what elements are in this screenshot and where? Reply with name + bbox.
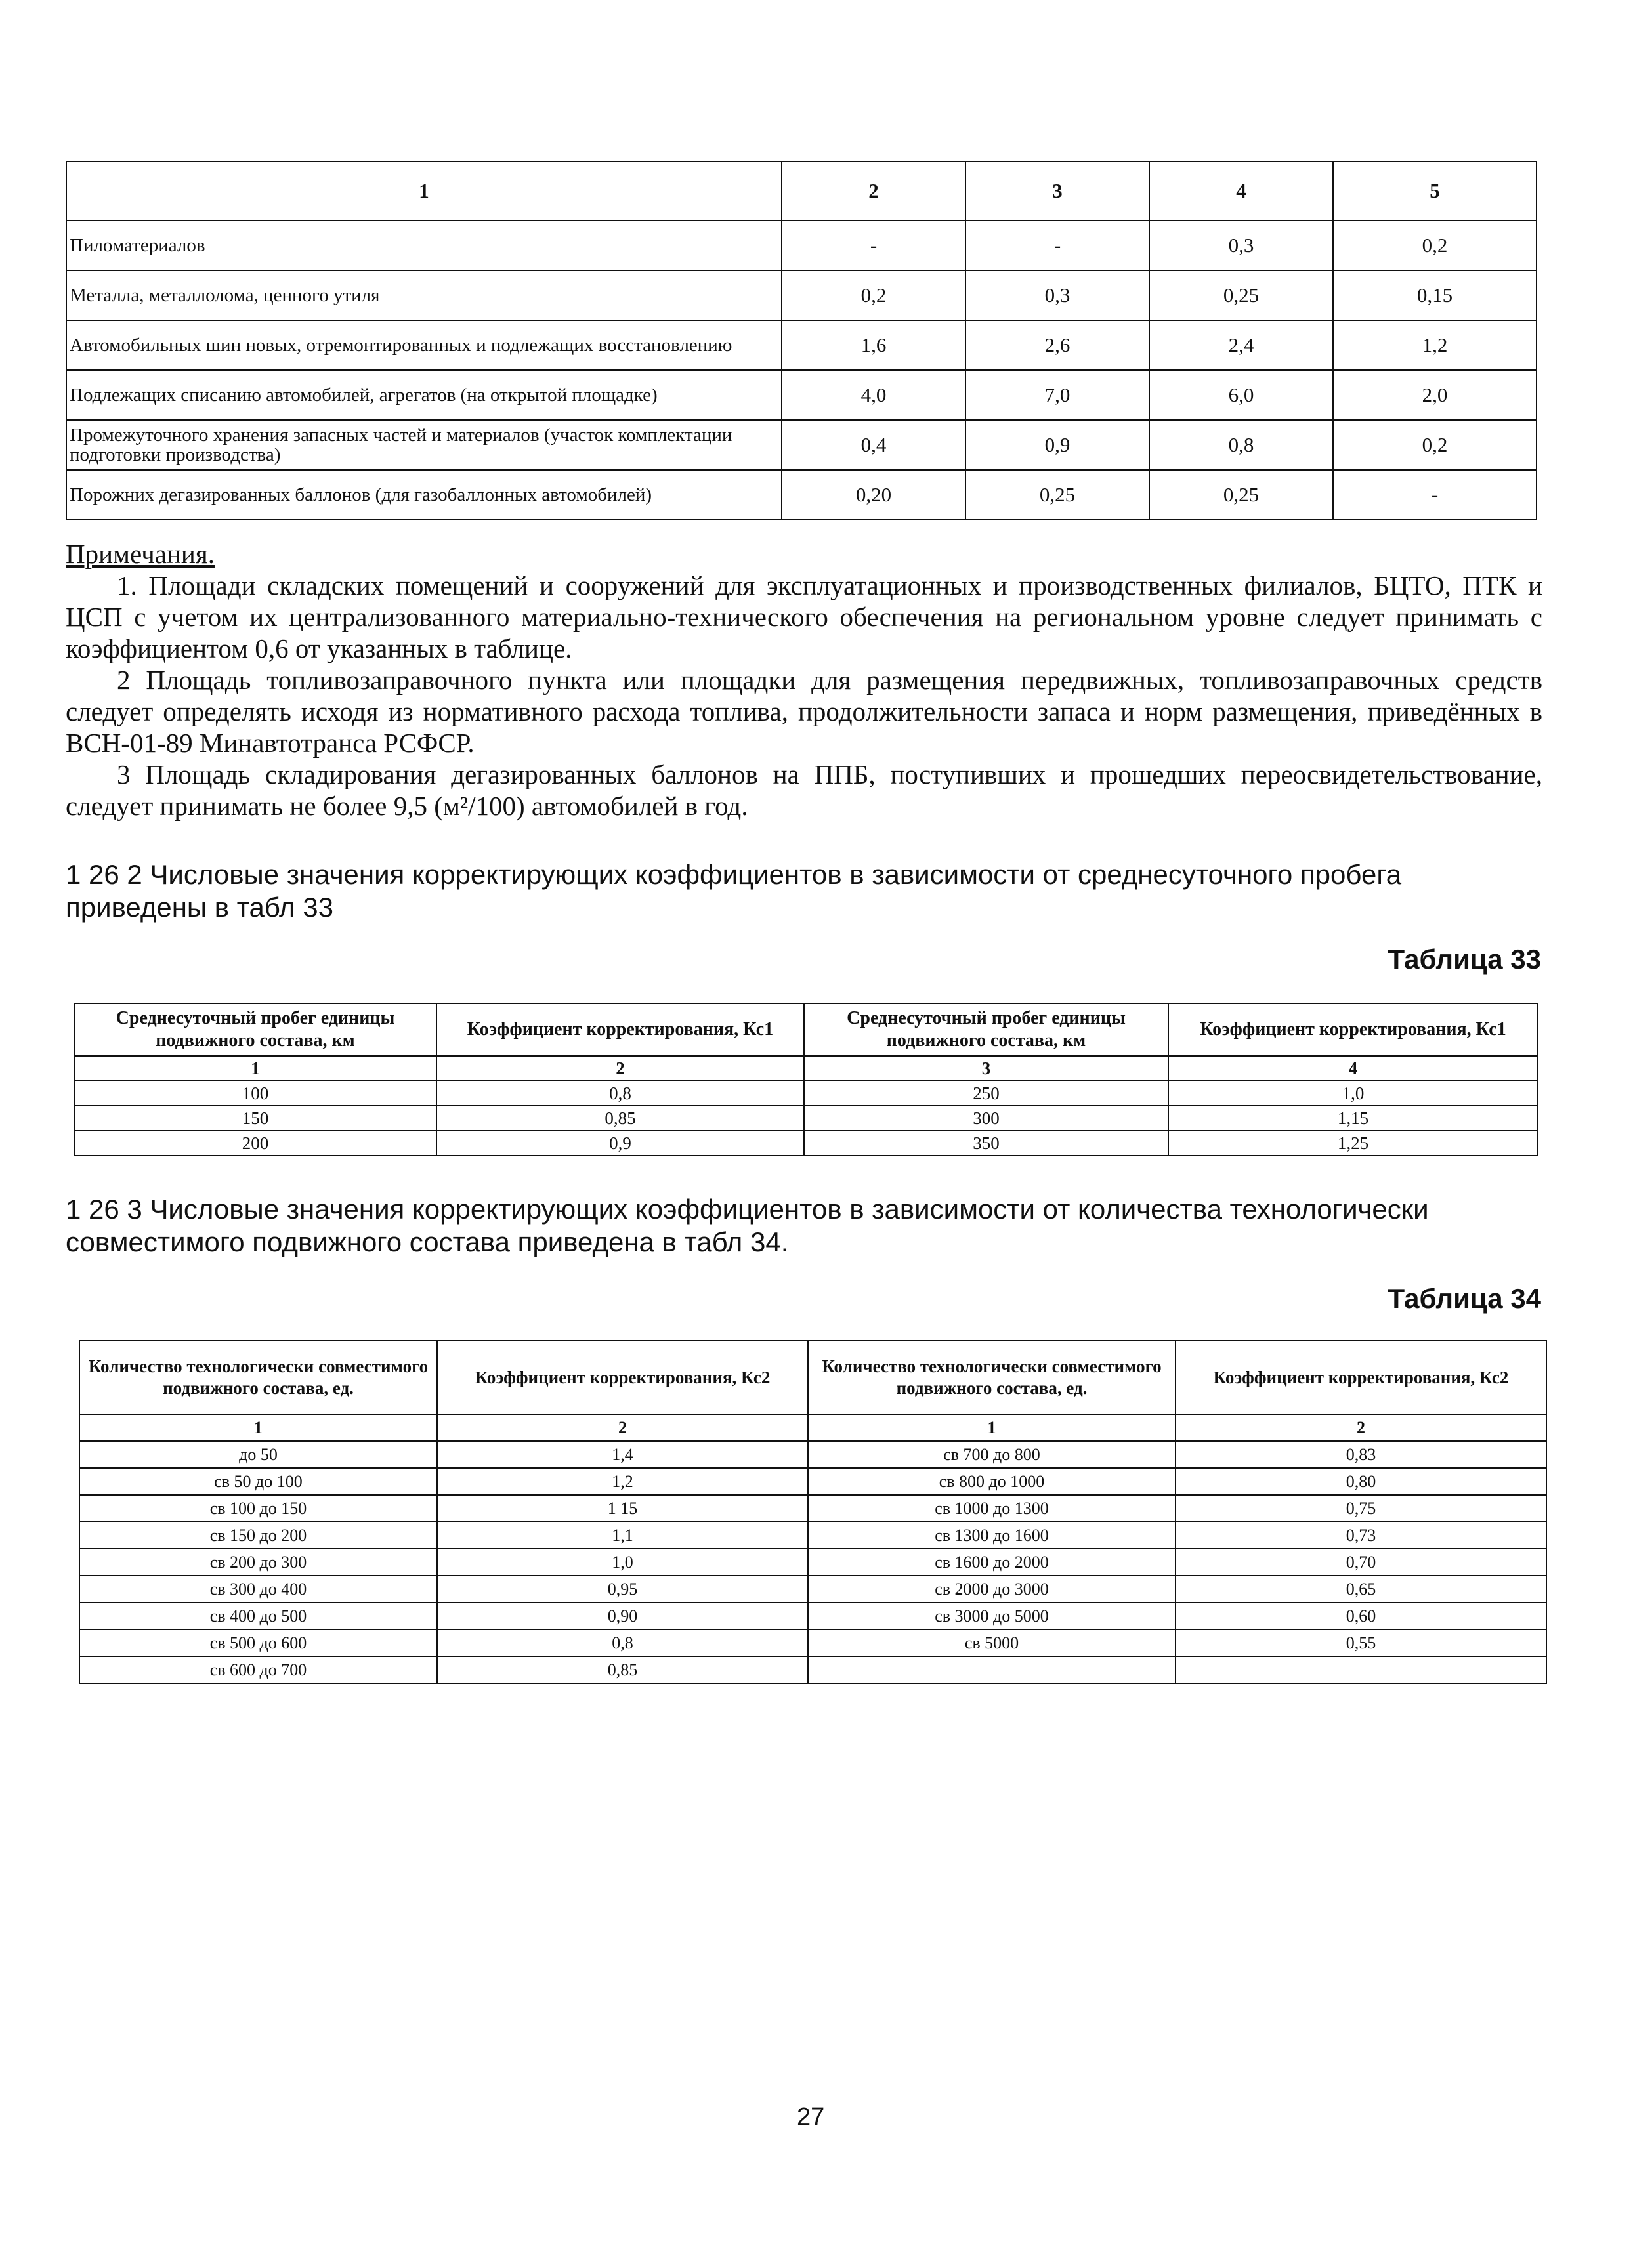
table-header-row xyxy=(79,1341,1546,1414)
table-cell: до 50 xyxy=(79,1441,437,1468)
header-cell: Количество технологически совместимого подвижного состава, ед. xyxy=(808,1341,1176,1414)
table-cell: 1,15 xyxy=(1168,1106,1538,1131)
table-row xyxy=(79,1522,1546,1549)
value-cell: 2,0 xyxy=(1333,370,1537,420)
table-cell: св 100 до 150 xyxy=(79,1495,437,1522)
table-cell: 1,25 xyxy=(1168,1131,1538,1156)
value-cell: 1,6 xyxy=(782,320,965,370)
table-row xyxy=(74,1106,1538,1131)
table-cell: св 1600 до 2000 xyxy=(808,1549,1176,1576)
table-row xyxy=(79,1656,1546,1683)
column-number: 2 xyxy=(436,1056,804,1081)
table-cell: 0,85 xyxy=(436,1106,804,1131)
table-cell: 0,55 xyxy=(1176,1629,1546,1656)
header-cell: Коэффициент корректирования, Кс2 xyxy=(437,1341,808,1414)
table-cell: св 600 до 700 xyxy=(79,1656,437,1683)
column-number-row xyxy=(79,1414,1546,1441)
row-label: Металла, металлолома, ценного утиля xyxy=(66,270,782,320)
table-34 xyxy=(79,1340,1547,1684)
table-cell: св 2000 до 3000 xyxy=(808,1576,1176,1603)
column-number: 2 xyxy=(437,1414,808,1441)
value-cell: 1,2 xyxy=(1333,320,1537,370)
table-row xyxy=(66,320,1537,370)
notes-title: Примечания. xyxy=(66,539,215,569)
table-cell: 150 xyxy=(74,1106,436,1131)
table-cell: св 50 до 100 xyxy=(79,1468,437,1495)
header-cell: Среднесуточный пробег единицы подвижного состава, км xyxy=(804,1003,1168,1056)
table-cell: 0,9 xyxy=(436,1131,804,1156)
table-33-caption: Таблица 33 xyxy=(1388,944,1541,975)
column-number: 1 xyxy=(74,1056,436,1081)
value-cell: 0,20 xyxy=(782,470,965,520)
value-cell: 4,0 xyxy=(782,370,965,420)
table-cell: св 1000 до 1300 xyxy=(808,1495,1176,1522)
table-cell: св 500 до 600 xyxy=(79,1629,437,1656)
table-cell: 0,60 xyxy=(1176,1603,1546,1629)
value-cell: 0,25 xyxy=(1149,470,1333,520)
table-cell: 0,8 xyxy=(436,1081,804,1106)
table-cell: св 1300 до 1600 xyxy=(808,1522,1176,1549)
table-cell: 1,1 xyxy=(437,1522,808,1549)
header-cell: 4 xyxy=(1149,161,1333,220)
table-header-row xyxy=(74,1003,1538,1056)
column-number: 3 xyxy=(804,1056,1168,1081)
table-cell: 0,90 xyxy=(437,1603,808,1629)
table-cell: 0,65 xyxy=(1176,1576,1546,1603)
value-cell: - xyxy=(1333,470,1537,520)
value-cell: 0,15 xyxy=(1333,270,1537,320)
table-34-caption: Таблица 34 xyxy=(1388,1283,1541,1314)
header-cell: 1 xyxy=(66,161,782,220)
header-cell: Коэффициент корректирования, Кс1 xyxy=(1168,1003,1538,1056)
row-label: Пиломатериалов xyxy=(66,220,782,270)
header-cell: Количество технологически совместимого подвижного состава, ед. xyxy=(79,1341,437,1414)
table-row xyxy=(66,220,1537,270)
table-cell: 250 xyxy=(804,1081,1168,1106)
value-cell: - xyxy=(782,220,965,270)
header-cell: Среднесуточный пробег единицы подвижного состава, км xyxy=(74,1003,436,1056)
table-row xyxy=(66,470,1537,520)
value-cell: 2,6 xyxy=(965,320,1149,370)
table-cell: 100 xyxy=(74,1081,436,1106)
table-row xyxy=(79,1441,1546,1468)
row-label: Автомобильных шин новых, отремонтированных и подлежащих восстановлению xyxy=(66,320,782,370)
column-number: 2 xyxy=(1176,1414,1546,1441)
header-cell: 2 xyxy=(782,161,965,220)
table-cell: 1 15 xyxy=(437,1495,808,1522)
paragraph-1-26-3: 1 26 3 Числовые значения корректирующих коэффициентов в зависимости от количества технологически совместимого подвижного состава приведена в табл 34. xyxy=(66,1194,1429,1257)
table-row xyxy=(79,1468,1546,1495)
page-number: 27 xyxy=(797,2103,825,2131)
table-row xyxy=(66,370,1537,420)
header-cell: 3 xyxy=(965,161,1149,220)
table-cell: св 300 до 400 xyxy=(79,1576,437,1603)
table-row xyxy=(66,270,1537,320)
value-cell: 7,0 xyxy=(965,370,1149,420)
value-cell: 0,8 xyxy=(1149,420,1333,470)
value-cell: 0,3 xyxy=(1149,220,1333,270)
table-cell: 0,95 xyxy=(437,1576,808,1603)
notes-section xyxy=(66,538,1542,822)
table-cell: 1,2 xyxy=(437,1468,808,1495)
value-cell: 0,25 xyxy=(1149,270,1333,320)
note-item: 2 Площадь топливозаправочного пункта или площадки для размещения передвижных, топливозаправочных средств следует определять исходя из нормативного расхода топлива, продолжительности запаса и норм размещения, приведённых в ВСН-01-89 Минавтотранса РСФСР. xyxy=(66,665,1542,758)
row-label: Промежуточного хранения запасных частей и материалов (участок комплектации подготовки производства) xyxy=(66,420,782,470)
value-cell: - xyxy=(965,220,1149,270)
table-cell: св 5000 xyxy=(808,1629,1176,1656)
table-row xyxy=(74,1081,1538,1106)
paragraph-1-26-2: 1 26 2 Числовые значения корректирующих коэффициентов в зависимости от среднесуточного пробега приведены в табл 33 xyxy=(66,859,1402,923)
table-cell xyxy=(1176,1656,1546,1683)
table-cell: 350 xyxy=(804,1131,1168,1156)
storage-area-table xyxy=(66,161,1537,520)
column-number: 1 xyxy=(79,1414,437,1441)
note-item: 1. Площади складских помещений и сооружений для эксплуатационных и производственных филиалов, БЦТО, ПТК и ЦСП с учетом их централизованного материально-технического обеспечения на региональном уровне следует принимать с коэффициентом 0,6 от указанных в таблице. xyxy=(66,570,1542,663)
table-row xyxy=(74,1131,1538,1156)
table-row xyxy=(79,1549,1546,1576)
table-cell: 0,83 xyxy=(1176,1441,1546,1468)
table-33 xyxy=(74,1003,1538,1156)
table-cell: св 3000 до 5000 xyxy=(808,1603,1176,1629)
table-cell: 0,73 xyxy=(1176,1522,1546,1549)
table-cell: 200 xyxy=(74,1131,436,1156)
column-number: 4 xyxy=(1168,1056,1538,1081)
table-cell: 300 xyxy=(804,1106,1168,1131)
value-cell: 0,2 xyxy=(1333,220,1537,270)
value-cell: 6,0 xyxy=(1149,370,1333,420)
table-cell: св 200 до 300 xyxy=(79,1549,437,1576)
table-row xyxy=(66,420,1537,470)
table-cell: 1,0 xyxy=(437,1549,808,1576)
table-cell: 1,4 xyxy=(437,1441,808,1468)
row-label: Подлежащих списанию автомобилей, агрегатов (на открытой площадке) xyxy=(66,370,782,420)
value-cell: 0,4 xyxy=(782,420,965,470)
table-cell: св 700 до 800 xyxy=(808,1441,1176,1468)
table-cell: 0,85 xyxy=(437,1656,808,1683)
table-cell: 0,75 xyxy=(1176,1495,1546,1522)
table-cell: св 800 до 1000 xyxy=(808,1468,1176,1495)
table-cell: 0,8 xyxy=(437,1629,808,1656)
value-cell: 0,2 xyxy=(782,270,965,320)
value-cell: 0,3 xyxy=(965,270,1149,320)
table-cell: 1,0 xyxy=(1168,1081,1538,1106)
table-cell: св 400 до 500 xyxy=(79,1603,437,1629)
value-cell: 0,25 xyxy=(965,470,1149,520)
row-label: Порожних дегазированных баллонов (для газобаллонных автомобилей) xyxy=(66,470,782,520)
table-cell: 0,80 xyxy=(1176,1468,1546,1495)
note-item: 3 Площадь складирования дегазированных баллонов на ППБ, поступивших и прошедших переосвидетельствование, следует принимать не более 9,5 (м²/100) автомобилей в год. xyxy=(66,759,1542,821)
header-cell: Коэффициент корректирования, Кс1 xyxy=(436,1003,804,1056)
table-row xyxy=(79,1629,1546,1656)
column-number: 1 xyxy=(808,1414,1176,1441)
header-cell: 5 xyxy=(1333,161,1537,220)
table-cell: св 150 до 200 xyxy=(79,1522,437,1549)
table-row xyxy=(79,1603,1546,1629)
value-cell: 2,4 xyxy=(1149,320,1333,370)
value-cell: 0,2 xyxy=(1333,420,1537,470)
header-cell: Коэффициент корректирования, Кс2 xyxy=(1176,1341,1546,1414)
column-number-row xyxy=(74,1056,1538,1081)
table-header-row xyxy=(66,161,1537,220)
table-row xyxy=(79,1495,1546,1522)
table-cell: 0,70 xyxy=(1176,1549,1546,1576)
table-row xyxy=(79,1576,1546,1603)
table-cell xyxy=(808,1656,1176,1683)
value-cell: 0,9 xyxy=(965,420,1149,470)
